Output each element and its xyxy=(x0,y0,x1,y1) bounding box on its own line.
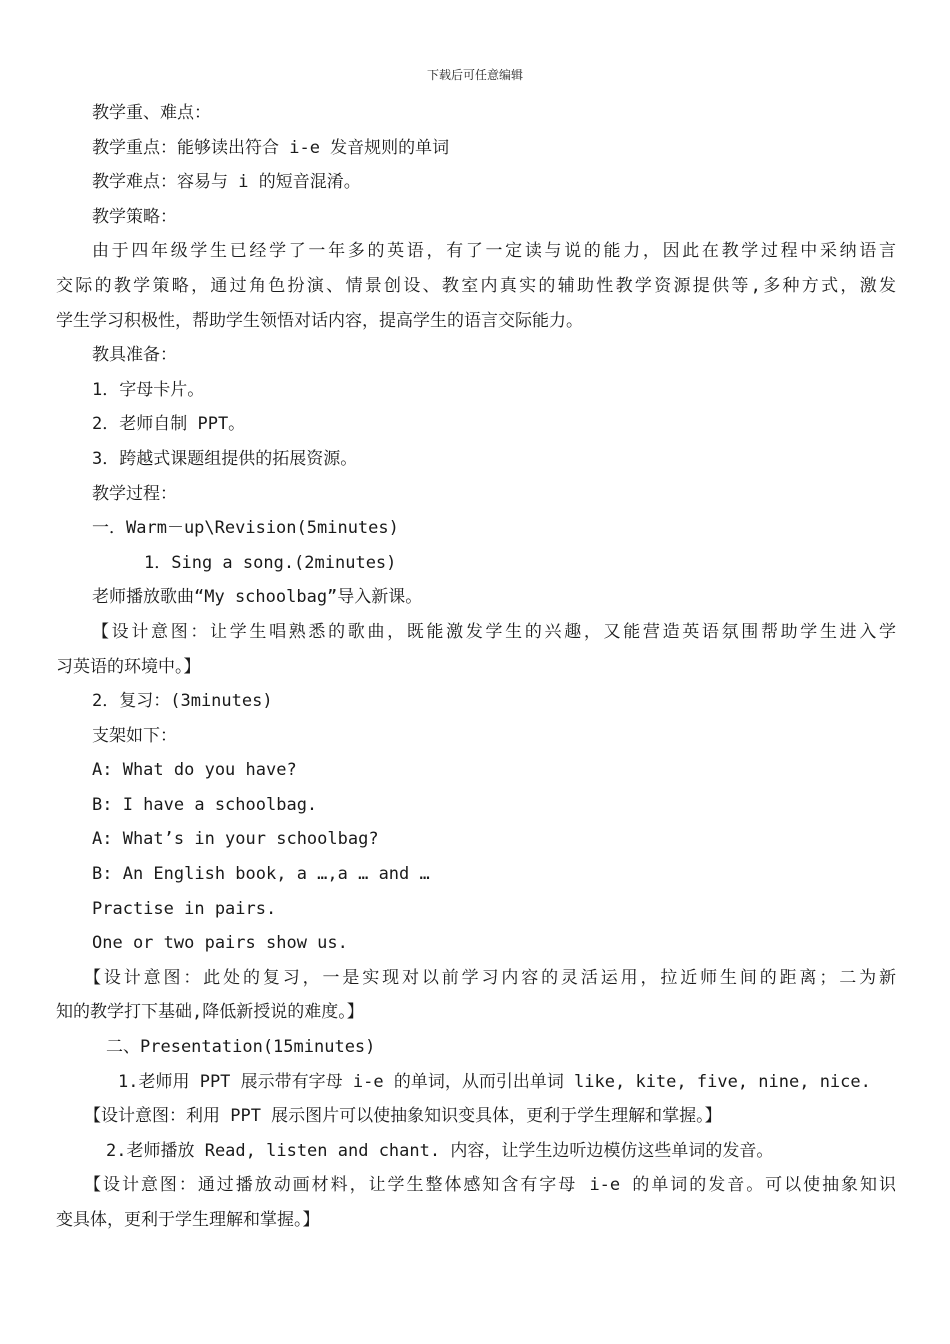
step-text: 支架如下： xyxy=(92,725,177,746)
step-text: 2.老师播放 Read, listen and chant. 内容，让学生边听边模仿这些单词的发音。 xyxy=(106,1140,774,1161)
step-text: 老师播放歌曲“My schoolbag”导入新课。 xyxy=(92,587,423,608)
dialogue-line: A: What’s in your schoolbag? xyxy=(92,829,379,850)
step-text: One or two pairs show us. xyxy=(92,933,348,954)
dialogue-line: B: I have a schoolbag. xyxy=(92,794,318,815)
key-point: 教学重点：能够读出符合 i-e 发音规则的单词 xyxy=(92,137,450,158)
heading-key-points: 教学重、难点： xyxy=(92,103,211,123)
design-intent: 习英语的环境中。】 xyxy=(56,656,201,677)
heading-process: 教学过程： xyxy=(92,483,177,504)
design-intent: 【设计意图：通过播放动画材料，让学生整体感知含有字母 i-e 的单词的发音。可以使抽象知识 xyxy=(84,1175,896,1196)
paragraph-line: 由于四年级学生已经学了一年多的英语，有了一定读与说的能力，因此在教学过程中采纳语言 xyxy=(92,241,896,262)
section-heading: 一．Warm－up\Revision(5minutes) xyxy=(92,518,399,539)
design-intent: 知的教学打下基础,降低新授说的难度。】 xyxy=(56,1002,364,1023)
difficult-point: 教学难点：容易与 i 的短音混淆。 xyxy=(92,172,361,193)
paragraph-line: 交际的教学策略，通过角色扮演、情景创设、教室内真实的辅助性教学资源提供等,多种方式，激发 xyxy=(56,275,896,296)
list-item: 1．字母卡片。 xyxy=(92,379,205,400)
heading-strategy: 教学策略： xyxy=(92,206,177,227)
step-text: Practise in pairs. xyxy=(92,898,277,919)
list-item: 2．老师自制 PPT。 xyxy=(92,414,246,435)
design-intent: 变具体，更利于学生理解和掌握。】 xyxy=(56,1210,320,1230)
design-intent: 【设计意图：利用 PPT 展示图片可以使抽象知识变具体，更利于学生理解和掌握。】 xyxy=(84,1106,722,1127)
step-title: 2．复习：(3minutes) xyxy=(92,691,273,712)
dialogue-line: B: An English book, a …,a … and … xyxy=(92,864,430,885)
page-header: 下载后可任意编辑 xyxy=(426,68,523,82)
heading-materials: 教具准备： xyxy=(92,345,177,366)
design-intent: 【设计意图：此处的复习，一是实现对以前学习内容的灵活运用，拉近师生间的距离；二为新 xyxy=(84,967,896,988)
section-heading: 二、Presentation(15minutes) xyxy=(106,1037,376,1058)
step-text: 1.老师用 PPT 展示带有字母 i-e 的单词，从而引出单词 like, kite, five, nine, nice. xyxy=(118,1071,871,1092)
document-body xyxy=(56,96,896,1238)
list-item: 3．跨越式课题组提供的拓展资源。 xyxy=(92,448,358,469)
paragraph-line: 学生学习积极性，帮助学生领悟对话内容，提高学生的语言交际能力。 xyxy=(56,310,583,331)
dialogue-line: A: What do you have? xyxy=(92,760,297,781)
design-intent: 【设计意图：让学生唱熟悉的歌曲，既能激发学生的兴趣，又能营造英语氛围帮助学生进入学 xyxy=(92,621,896,642)
step-title: 1．Sing a song.(2minutes) xyxy=(144,552,397,573)
